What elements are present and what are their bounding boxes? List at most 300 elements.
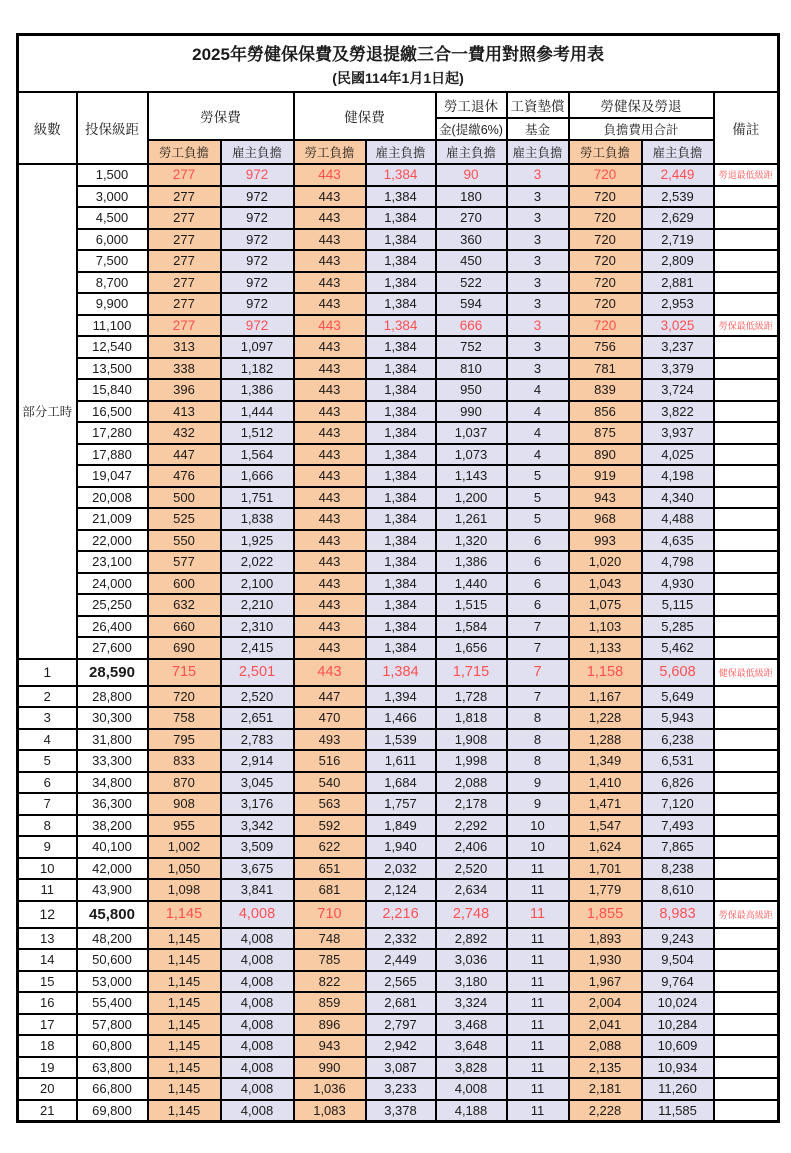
value-total-employer: 3,379 (642, 358, 714, 380)
title-row (18, 35, 779, 93)
value-labor-employee: 277 (148, 293, 221, 315)
remark-cell: 勞退最低級距 (714, 164, 779, 186)
value-pension-employer: 1,715 (436, 659, 507, 686)
value-health-employee: 443 (294, 508, 366, 530)
value-wage-fund-employer: 3 (507, 186, 569, 208)
value-health-employer: 1,384 (366, 616, 436, 638)
bracket-cell: 6,000 (77, 229, 148, 251)
value-labor-employer: 2,651 (221, 707, 294, 729)
value-health-employer: 1,384 (366, 379, 436, 401)
bracket-cell: 3,000 (77, 186, 148, 208)
value-labor-employee: 600 (148, 573, 221, 595)
value-labor-employee: 1,145 (148, 901, 221, 928)
remark-cell (714, 793, 779, 815)
value-labor-employer: 2,501 (221, 659, 294, 686)
value-health-employee: 563 (294, 793, 366, 815)
value-wage-fund-employer: 3 (507, 336, 569, 358)
bracket-cell: 27,600 (77, 637, 148, 659)
value-total-employee: 968 (569, 508, 642, 530)
value-total-employer: 4,798 (642, 551, 714, 573)
value-labor-employee: 476 (148, 465, 221, 487)
value-total-employee: 720 (569, 315, 642, 337)
value-labor-employee: 500 (148, 487, 221, 509)
value-health-employer: 2,032 (366, 858, 436, 880)
value-total-employee: 720 (569, 229, 642, 251)
bracket-cell: 42,000 (77, 858, 148, 880)
value-health-employer: 2,216 (366, 901, 436, 928)
level-cell: 13 (18, 928, 77, 950)
value-wage-fund-employer: 9 (507, 772, 569, 794)
table-row (18, 487, 779, 509)
remark-cell (714, 1078, 779, 1100)
value-total-employee: 2,228 (569, 1100, 642, 1122)
value-labor-employer: 4,008 (221, 901, 294, 928)
table-row (18, 707, 779, 729)
value-labor-employer: 4,008 (221, 1014, 294, 1036)
value-pension-employer: 4,188 (436, 1100, 507, 1122)
value-labor-employee: 277 (148, 207, 221, 229)
value-labor-employee: 277 (148, 250, 221, 272)
remark-cell (714, 729, 779, 751)
value-labor-employer: 4,008 (221, 928, 294, 950)
bracket-cell: 16,500 (77, 401, 148, 423)
subheader-labor-employee: 勞工負擔 (148, 140, 221, 164)
value-health-employee: 443 (294, 616, 366, 638)
effective-date: (民國114年1月1日起) (332, 69, 464, 86)
value-total-employer: 8,610 (642, 879, 714, 901)
remark-cell (714, 207, 779, 229)
value-total-employee: 756 (569, 336, 642, 358)
value-labor-employer: 1,512 (221, 422, 294, 444)
value-labor-employee: 1,145 (148, 1035, 221, 1057)
value-labor-employee: 720 (148, 686, 221, 708)
value-labor-employee: 1,145 (148, 971, 221, 993)
col-header-total-line2: 負擔費用合計 (569, 118, 714, 140)
bracket-cell: 57,800 (77, 1014, 148, 1036)
value-wage-fund-employer: 11 (507, 1078, 569, 1100)
remark-cell (714, 1014, 779, 1036)
bracket-cell: 24,000 (77, 573, 148, 595)
value-labor-employee: 447 (148, 444, 221, 466)
value-total-employer: 8,983 (642, 901, 714, 928)
value-health-employer: 1,684 (366, 772, 436, 794)
value-total-employer: 2,881 (642, 272, 714, 294)
value-labor-employer: 1,444 (221, 401, 294, 423)
value-total-employee: 1,547 (569, 815, 642, 837)
value-total-employer: 4,930 (642, 573, 714, 595)
level-cell: 9 (18, 836, 77, 858)
value-health-employee: 493 (294, 729, 366, 751)
value-health-employee: 896 (294, 1014, 366, 1036)
value-pension-employer: 594 (436, 293, 507, 315)
value-pension-employer: 3,468 (436, 1014, 507, 1036)
value-total-employee: 1,701 (569, 858, 642, 880)
bracket-cell: 48,200 (77, 928, 148, 950)
value-health-employer: 1,384 (366, 659, 436, 686)
bracket-cell: 33,300 (77, 750, 148, 772)
value-health-employer: 1,940 (366, 836, 436, 858)
value-wage-fund-employer: 10 (507, 836, 569, 858)
value-health-employer: 2,332 (366, 928, 436, 950)
value-health-employer: 1,384 (366, 272, 436, 294)
value-labor-employer: 972 (221, 229, 294, 251)
value-pension-employer: 810 (436, 358, 507, 380)
value-labor-employer: 2,914 (221, 750, 294, 772)
bracket-cell: 40,100 (77, 836, 148, 858)
value-labor-employee: 396 (148, 379, 221, 401)
level-cell: 7 (18, 793, 77, 815)
value-total-employer: 2,719 (642, 229, 714, 251)
value-total-employer: 6,238 (642, 729, 714, 751)
value-health-employer: 1,384 (366, 250, 436, 272)
value-health-employee: 443 (294, 465, 366, 487)
value-pension-employer: 522 (436, 272, 507, 294)
value-pension-employer: 1,998 (436, 750, 507, 772)
value-labor-employee: 690 (148, 637, 221, 659)
table-row (18, 992, 779, 1014)
bracket-cell: 4,500 (77, 207, 148, 229)
value-health-employer: 1,384 (366, 186, 436, 208)
level-cell: 16 (18, 992, 77, 1014)
level-cell: 10 (18, 858, 77, 880)
value-total-employee: 720 (569, 250, 642, 272)
value-pension-employer: 752 (436, 336, 507, 358)
bracket-cell: 17,880 (77, 444, 148, 466)
value-pension-employer: 3,648 (436, 1035, 507, 1057)
remark-cell: 勞保最低級距 (714, 315, 779, 337)
table-row (18, 928, 779, 950)
remark-cell (714, 379, 779, 401)
value-total-employer: 3,025 (642, 315, 714, 337)
value-labor-employer: 4,008 (221, 1035, 294, 1057)
value-health-employee: 859 (294, 992, 366, 1014)
bracket-cell: 11,100 (77, 315, 148, 337)
table-row (18, 901, 779, 928)
bracket-cell: 38,200 (77, 815, 148, 837)
value-wage-fund-employer: 11 (507, 858, 569, 880)
bracket-cell: 28,590 (77, 659, 148, 686)
col-header-health-fee: 健保費 (294, 92, 436, 140)
value-labor-employee: 955 (148, 815, 221, 837)
bracket-cell: 45,800 (77, 901, 148, 928)
value-total-employee: 1,410 (569, 772, 642, 794)
value-total-employee: 1,967 (569, 971, 642, 993)
value-pension-employer: 2,292 (436, 815, 507, 837)
value-total-employee: 1,103 (569, 616, 642, 638)
value-labor-employer: 1,564 (221, 444, 294, 466)
value-health-employer: 1,384 (366, 401, 436, 423)
value-pension-employer: 1,037 (436, 422, 507, 444)
value-pension-employer: 180 (436, 186, 507, 208)
value-health-employer: 3,087 (366, 1057, 436, 1079)
value-total-employee: 1,133 (569, 637, 642, 659)
value-labor-employee: 432 (148, 422, 221, 444)
value-labor-employee: 795 (148, 729, 221, 751)
value-pension-employer: 1,728 (436, 686, 507, 708)
value-total-employee: 919 (569, 465, 642, 487)
value-pension-employer: 90 (436, 164, 507, 186)
value-labor-employer: 972 (221, 164, 294, 186)
value-health-employee: 443 (294, 164, 366, 186)
value-wage-fund-employer: 11 (507, 879, 569, 901)
remark-cell (714, 594, 779, 616)
header-row-groups (18, 92, 779, 118)
remark-cell (714, 836, 779, 858)
value-health-employer: 1,384 (366, 358, 436, 380)
value-health-employer: 1,384 (366, 293, 436, 315)
value-total-employer: 10,284 (642, 1014, 714, 1036)
value-labor-employee: 525 (148, 508, 221, 530)
value-pension-employer: 3,180 (436, 971, 507, 993)
value-pension-employer: 1,656 (436, 637, 507, 659)
value-labor-employee: 577 (148, 551, 221, 573)
value-wage-fund-employer: 11 (507, 1057, 569, 1079)
value-total-employee: 1,288 (569, 729, 642, 751)
value-wage-fund-employer: 7 (507, 659, 569, 686)
value-health-employer: 2,565 (366, 971, 436, 993)
remark-cell (714, 508, 779, 530)
value-labor-employer: 972 (221, 315, 294, 337)
value-labor-employer: 4,008 (221, 1100, 294, 1122)
level-cell: 12 (18, 901, 77, 928)
value-health-employee: 785 (294, 949, 366, 971)
value-health-employee: 443 (294, 272, 366, 294)
table-row (18, 971, 779, 993)
value-health-employer: 2,681 (366, 992, 436, 1014)
value-pension-employer: 2,406 (436, 836, 507, 858)
remark-cell (714, 551, 779, 573)
value-wage-fund-employer: 8 (507, 750, 569, 772)
value-wage-fund-employer: 6 (507, 551, 569, 573)
value-pension-employer: 4,008 (436, 1078, 507, 1100)
value-wage-fund-employer: 9 (507, 793, 569, 815)
value-labor-employee: 277 (148, 315, 221, 337)
level-cell: 21 (18, 1100, 77, 1122)
value-total-employee: 720 (569, 207, 642, 229)
value-wage-fund-employer: 3 (507, 293, 569, 315)
value-labor-employee: 338 (148, 358, 221, 380)
value-pension-employer: 1,584 (436, 616, 507, 638)
remark-cell (714, 686, 779, 708)
value-total-employee: 1,075 (569, 594, 642, 616)
value-health-employer: 1,849 (366, 815, 436, 837)
table-row (18, 616, 779, 638)
level-cell: 6 (18, 772, 77, 794)
value-health-employer: 1,384 (366, 508, 436, 530)
value-total-employee: 1,228 (569, 707, 642, 729)
value-health-employer: 1,539 (366, 729, 436, 751)
table-row (18, 164, 779, 186)
value-labor-employee: 550 (148, 530, 221, 552)
value-wage-fund-employer: 4 (507, 444, 569, 466)
remark-cell (714, 928, 779, 950)
value-wage-fund-employer: 4 (507, 379, 569, 401)
value-health-employer: 3,378 (366, 1100, 436, 1122)
bracket-cell: 8,700 (77, 272, 148, 294)
value-labor-employee: 313 (148, 336, 221, 358)
value-health-employer: 1,394 (366, 686, 436, 708)
subheader-health-employee: 勞工負擔 (294, 140, 366, 164)
remark-cell (714, 229, 779, 251)
value-total-employee: 943 (569, 487, 642, 509)
value-pension-employer: 1,386 (436, 551, 507, 573)
value-labor-employee: 1,050 (148, 858, 221, 880)
value-pension-employer: 270 (436, 207, 507, 229)
remark-cell (714, 750, 779, 772)
table-row (18, 465, 779, 487)
value-total-employer: 9,504 (642, 949, 714, 971)
value-health-employer: 1,466 (366, 707, 436, 729)
level-cell: 20 (18, 1078, 77, 1100)
value-labor-employee: 1,098 (148, 879, 221, 901)
value-total-employer: 5,649 (642, 686, 714, 708)
table-body (18, 164, 779, 1121)
value-health-employee: 443 (294, 530, 366, 552)
value-health-employee: 470 (294, 707, 366, 729)
remark-cell (714, 1057, 779, 1079)
value-total-employee: 1,855 (569, 901, 642, 928)
value-wage-fund-employer: 11 (507, 1035, 569, 1057)
value-health-employee: 443 (294, 401, 366, 423)
value-pension-employer: 360 (436, 229, 507, 251)
value-health-employee: 443 (294, 444, 366, 466)
value-health-employer: 1,384 (366, 465, 436, 487)
level-cell: 4 (18, 729, 77, 751)
value-pension-employer: 2,634 (436, 879, 507, 901)
value-wage-fund-employer: 11 (507, 992, 569, 1014)
value-health-employer: 1,384 (366, 336, 436, 358)
value-health-employee: 822 (294, 971, 366, 993)
table-row (18, 836, 779, 858)
value-labor-employee: 1,145 (148, 992, 221, 1014)
value-health-employee: 443 (294, 573, 366, 595)
remark-cell (714, 616, 779, 638)
value-pension-employer: 2,520 (436, 858, 507, 880)
table-row (18, 401, 779, 423)
value-labor-employer: 3,841 (221, 879, 294, 901)
value-labor-employee: 1,145 (148, 949, 221, 971)
value-total-employer: 5,943 (642, 707, 714, 729)
col-header-pension-line2: 金(提繳6%) (436, 118, 507, 140)
remark-cell (714, 1100, 779, 1122)
remark-cell (714, 949, 779, 971)
value-total-employee: 2,004 (569, 992, 642, 1014)
value-health-employee: 447 (294, 686, 366, 708)
value-wage-fund-employer: 11 (507, 901, 569, 928)
value-labor-employer: 972 (221, 293, 294, 315)
table-row (18, 637, 779, 659)
bracket-cell: 66,800 (77, 1078, 148, 1100)
value-total-employee: 1,779 (569, 879, 642, 901)
value-pension-employer: 1,320 (436, 530, 507, 552)
value-labor-employee: 833 (148, 750, 221, 772)
level-cell: 19 (18, 1057, 77, 1079)
col-header-wage-fund-line1: 工資墊償 (507, 92, 569, 118)
value-total-employee: 781 (569, 358, 642, 380)
value-total-employer: 3,237 (642, 336, 714, 358)
value-health-employer: 1,611 (366, 750, 436, 772)
value-wage-fund-employer: 11 (507, 928, 569, 950)
value-wage-fund-employer: 11 (507, 1014, 569, 1036)
value-labor-employer: 2,022 (221, 551, 294, 573)
value-pension-employer: 1,261 (436, 508, 507, 530)
value-health-employee: 443 (294, 422, 366, 444)
col-header-wage-fund-line2: 基金 (507, 118, 569, 140)
value-total-employee: 720 (569, 272, 642, 294)
remark-cell: 健保最低級距 (714, 659, 779, 686)
value-total-employer: 7,865 (642, 836, 714, 858)
subheader-pension-employer: 雇主負擔 (436, 140, 507, 164)
value-total-employer: 4,635 (642, 530, 714, 552)
table-row (18, 750, 779, 772)
value-wage-fund-employer: 6 (507, 573, 569, 595)
remark-cell (714, 858, 779, 880)
value-health-employee: 943 (294, 1035, 366, 1057)
value-pension-employer: 666 (436, 315, 507, 337)
value-labor-employer: 2,520 (221, 686, 294, 708)
value-health-employer: 1,757 (366, 793, 436, 815)
value-total-employer: 5,285 (642, 616, 714, 638)
value-total-employee: 720 (569, 293, 642, 315)
remark-cell (714, 772, 779, 794)
value-pension-employer: 2,748 (436, 901, 507, 928)
value-total-employer: 6,531 (642, 750, 714, 772)
value-labor-employee: 277 (148, 164, 221, 186)
value-health-employer: 1,384 (366, 229, 436, 251)
table-row (18, 422, 779, 444)
bracket-cell: 43,900 (77, 879, 148, 901)
value-labor-employer: 4,008 (221, 949, 294, 971)
value-labor-employee: 277 (148, 229, 221, 251)
col-header-pension-line1: 勞工退休 (436, 92, 507, 118)
subheader-labor-employer: 雇主負擔 (221, 140, 294, 164)
value-total-employer: 4,488 (642, 508, 714, 530)
value-labor-employee: 277 (148, 186, 221, 208)
value-health-employee: 516 (294, 750, 366, 772)
value-health-employee: 443 (294, 229, 366, 251)
remark-cell (714, 879, 779, 901)
value-labor-employee: 715 (148, 659, 221, 686)
table-row (18, 858, 779, 880)
value-labor-employee: 632 (148, 594, 221, 616)
value-health-employer: 1,384 (366, 422, 436, 444)
value-pension-employer: 2,178 (436, 793, 507, 815)
value-health-employee: 540 (294, 772, 366, 794)
table-row (18, 1035, 779, 1057)
value-labor-employer: 972 (221, 250, 294, 272)
value-labor-employer: 1,838 (221, 508, 294, 530)
part-time-group-cell: 部分工時 (18, 164, 77, 659)
value-total-employee: 720 (569, 164, 642, 186)
bracket-cell: 22,000 (77, 530, 148, 552)
remark-cell (714, 530, 779, 552)
bracket-cell: 50,600 (77, 949, 148, 971)
subheader-total-employer: 雇主負擔 (642, 140, 714, 164)
value-labor-employer: 1,925 (221, 530, 294, 552)
remark-cell (714, 444, 779, 466)
value-health-employee: 681 (294, 879, 366, 901)
table-row (18, 530, 779, 552)
value-pension-employer: 1,440 (436, 573, 507, 595)
value-health-employer: 1,384 (366, 164, 436, 186)
bracket-cell: 28,800 (77, 686, 148, 708)
col-header-labor-fee: 勞保費 (148, 92, 294, 140)
value-pension-employer: 1,515 (436, 594, 507, 616)
value-labor-employer: 2,310 (221, 616, 294, 638)
value-health-employee: 443 (294, 186, 366, 208)
value-pension-employer: 990 (436, 401, 507, 423)
col-header-remark: 備註 (714, 92, 779, 164)
